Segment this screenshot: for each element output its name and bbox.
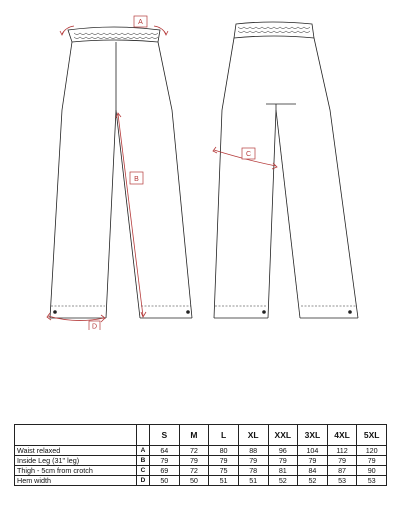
table-row bbox=[15, 456, 387, 466]
size-value-cell: 72 bbox=[179, 446, 209, 456]
size-chart-table bbox=[14, 424, 387, 486]
size-table-body bbox=[15, 446, 387, 486]
size-value-cell: 120 bbox=[357, 446, 387, 456]
size-value-cell: 84 bbox=[298, 466, 328, 476]
measurement-code: B bbox=[137, 456, 150, 466]
marker-b-label: B bbox=[134, 176, 139, 183]
header-blank-cell bbox=[15, 425, 137, 446]
marker-d-label: D bbox=[91, 323, 98, 330]
size-value-cell: 79 bbox=[327, 456, 357, 466]
marker-c-label: C bbox=[245, 151, 252, 158]
measurement-label: Waist relaxed bbox=[15, 446, 137, 456]
size-header-cell: S bbox=[150, 425, 180, 446]
size-value-cell: 72 bbox=[179, 466, 209, 476]
back-view bbox=[214, 22, 358, 318]
size-value-cell: 81 bbox=[268, 466, 298, 476]
size-value-cell: 112 bbox=[327, 446, 357, 456]
measure-c-thigh bbox=[213, 147, 277, 169]
size-value-cell: 96 bbox=[268, 446, 298, 456]
size-value-cell: 79 bbox=[357, 456, 387, 466]
measurement-code: A bbox=[137, 446, 150, 456]
measurement-label: Thigh - 5cm from crotch bbox=[15, 466, 137, 476]
header-blank-cell bbox=[137, 425, 150, 446]
table-row bbox=[15, 466, 387, 476]
size-value-cell: 104 bbox=[298, 446, 328, 456]
size-value-cell: 88 bbox=[238, 446, 268, 456]
size-value-cell: 50 bbox=[179, 476, 209, 486]
front-view bbox=[50, 27, 192, 318]
measure-b-inside-leg bbox=[116, 113, 146, 317]
size-value-cell: 79 bbox=[179, 456, 209, 466]
size-value-cell: 79 bbox=[298, 456, 328, 466]
size-value-cell: 51 bbox=[238, 476, 268, 486]
size-header-cell: XXL bbox=[268, 425, 298, 446]
measurement-code: C bbox=[137, 466, 150, 476]
size-value-cell: 80 bbox=[209, 446, 239, 456]
size-value-cell: 79 bbox=[238, 456, 268, 466]
size-value-cell: 90 bbox=[357, 466, 387, 476]
size-header-cell: M bbox=[179, 425, 209, 446]
size-header-cell: 3XL bbox=[298, 425, 328, 446]
table-row bbox=[15, 476, 387, 486]
size-value-cell: 79 bbox=[150, 456, 180, 466]
size-header-cell: 4XL bbox=[327, 425, 357, 446]
size-header-row bbox=[15, 425, 387, 446]
measurement-label: Inside Leg (31" leg) bbox=[15, 456, 137, 466]
size-value-cell: 78 bbox=[238, 466, 268, 476]
size-value-cell: 53 bbox=[357, 476, 387, 486]
size-value-cell: 75 bbox=[209, 466, 239, 476]
measurement-label: Hem width bbox=[15, 476, 137, 486]
size-value-cell: 53 bbox=[327, 476, 357, 486]
measure-d-hem bbox=[47, 313, 105, 330]
size-value-cell: 50 bbox=[150, 476, 180, 486]
size-value-cell: 51 bbox=[209, 476, 239, 486]
measurement-code: D bbox=[137, 476, 150, 486]
size-value-cell: 79 bbox=[268, 456, 298, 466]
size-value-cell: 52 bbox=[298, 476, 328, 486]
size-value-cell: 87 bbox=[327, 466, 357, 476]
size-value-cell: 79 bbox=[209, 456, 239, 466]
marker-a-label: A bbox=[138, 19, 143, 26]
size-header-cell: 5XL bbox=[357, 425, 387, 446]
table-row bbox=[15, 446, 387, 456]
size-value-cell: 52 bbox=[268, 476, 298, 486]
size-header-cell: L bbox=[209, 425, 239, 446]
size-value-cell: 69 bbox=[150, 466, 180, 476]
size-value-cell: 64 bbox=[150, 446, 180, 456]
size-header-cell: XL bbox=[238, 425, 268, 446]
